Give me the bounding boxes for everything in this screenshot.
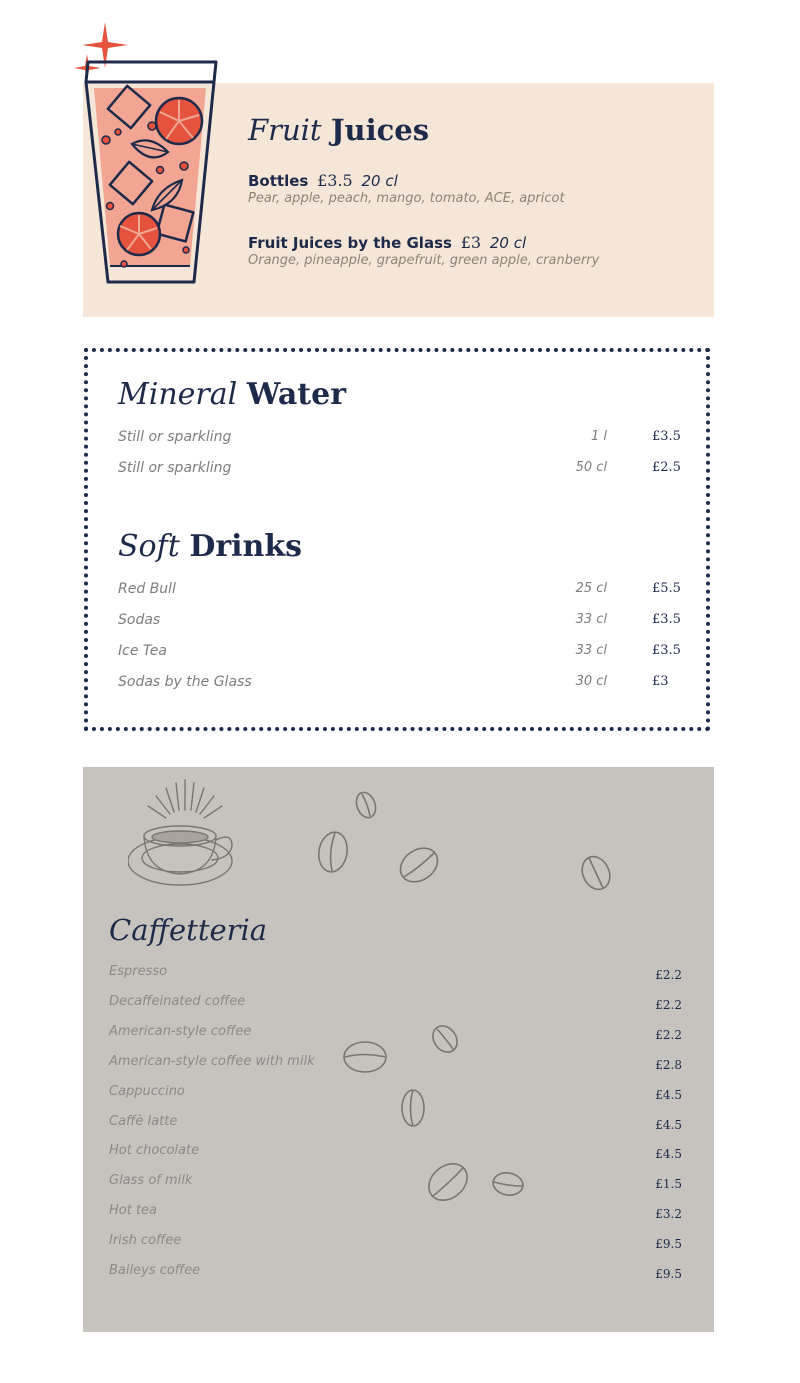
list-item-volume: 30 cl xyxy=(575,674,607,689)
juice-glass-icon xyxy=(74,20,224,295)
juice-item-description: Pear, apple, peach, mango, tomato, ACE, apricot xyxy=(248,191,565,206)
coffee-bean-icon xyxy=(489,1168,527,1200)
list-item-price: £3.5 xyxy=(652,429,681,444)
list-item-name: American-style coffee xyxy=(109,1024,252,1039)
list-item-name: Sodas xyxy=(118,612,161,628)
list-item-name: Cappuccino xyxy=(109,1084,185,1099)
list-item-name: Still or sparkling xyxy=(118,460,232,476)
soft-drinks-title xyxy=(118,529,302,565)
list-item-name: Glass of milk xyxy=(109,1173,193,1188)
coffee-bean-icon xyxy=(428,1022,462,1056)
juice-item-name: Bottles xyxy=(248,172,309,190)
fruit-juices-title xyxy=(248,112,429,148)
juice-item-name: Fruit Juices by the Glass xyxy=(248,234,452,252)
list-item-price: £9.5 xyxy=(655,1267,682,1281)
list-item-price: £3.5 xyxy=(652,643,681,658)
list-item-name: Sodas by the Glass xyxy=(118,674,252,690)
list-item-volume: 33 cl xyxy=(575,643,607,658)
coffee-bean-icon xyxy=(576,853,616,893)
juice-item-description: Orange, pineapple, grapefruit, green apple, cranberry xyxy=(248,253,600,268)
juice-item-price: £3.5 xyxy=(317,171,353,190)
list-item-name: Ice Tea xyxy=(118,643,167,659)
title-italic-part: Mineral xyxy=(118,377,238,412)
title-bold-part: Drinks xyxy=(189,529,303,564)
list-item-name: Hot tea xyxy=(109,1203,158,1218)
list-item-price: £2.2 xyxy=(655,1028,682,1042)
list-item-name: Irish coffee xyxy=(109,1233,182,1248)
coffee-bean-icon xyxy=(396,843,442,887)
list-item-price: £3 xyxy=(652,674,669,689)
list-item-price: £4.5 xyxy=(655,1088,682,1102)
list-item-name: Red Bull xyxy=(118,581,176,597)
list-item-volume: 33 cl xyxy=(575,612,607,627)
juice-item-volume: 20 cl xyxy=(361,172,398,190)
juice-item-price: £3 xyxy=(460,233,482,252)
list-item-volume: 1 l xyxy=(590,429,607,444)
list-item-price: £2.5 xyxy=(652,460,681,475)
list-item-name: Baileys coffee xyxy=(109,1263,201,1278)
juice-item-bottles xyxy=(248,171,398,191)
title-italic-part: Soft xyxy=(118,529,180,564)
mineral-water-title xyxy=(118,377,346,413)
sparkle-icon xyxy=(74,22,128,82)
list-item-volume: 50 cl xyxy=(575,460,607,475)
list-item-volume: 25 cl xyxy=(575,581,607,596)
coffee-bean-icon xyxy=(352,789,380,821)
list-item-price: £4.5 xyxy=(655,1147,682,1161)
list-item-name: Still or sparkling xyxy=(118,429,232,445)
coffee-bean-icon xyxy=(423,1158,473,1206)
juice-item-volume: 20 cl xyxy=(489,234,527,252)
caffetteria-title: Caffetteria xyxy=(109,913,268,947)
juice-item-by-glass xyxy=(248,233,526,253)
list-item-name: American-style coffee with milk xyxy=(109,1054,315,1069)
coffee-cup-icon xyxy=(128,776,243,892)
list-item-price: £9.5 xyxy=(655,1237,682,1251)
list-item-price: £3.2 xyxy=(655,1207,682,1221)
title-bold-part: Juices xyxy=(330,113,430,147)
coffee-bean-icon xyxy=(314,829,352,875)
list-item-price: £2.2 xyxy=(655,998,682,1012)
coffee-bean-icon xyxy=(396,1086,430,1130)
list-item-price: £4.5 xyxy=(655,1118,682,1132)
list-item-name: Hot chocolate xyxy=(109,1143,200,1158)
list-item-price: £2.8 xyxy=(655,1058,682,1072)
title-italic-part: Fruit xyxy=(248,113,322,147)
coffee-bean-icon xyxy=(341,1038,389,1076)
list-item-name: Decaffeinated coffee xyxy=(109,994,246,1009)
list-item-price: £3.5 xyxy=(652,612,681,627)
list-item-price: £1.5 xyxy=(655,1177,682,1191)
list-item-name: Espresso xyxy=(109,964,168,979)
list-item-price: £5.5 xyxy=(652,581,681,596)
list-item-price: £2.2 xyxy=(655,968,682,982)
title-bold-part: Water xyxy=(246,377,347,412)
list-item-name: Caffè latte xyxy=(109,1114,178,1129)
